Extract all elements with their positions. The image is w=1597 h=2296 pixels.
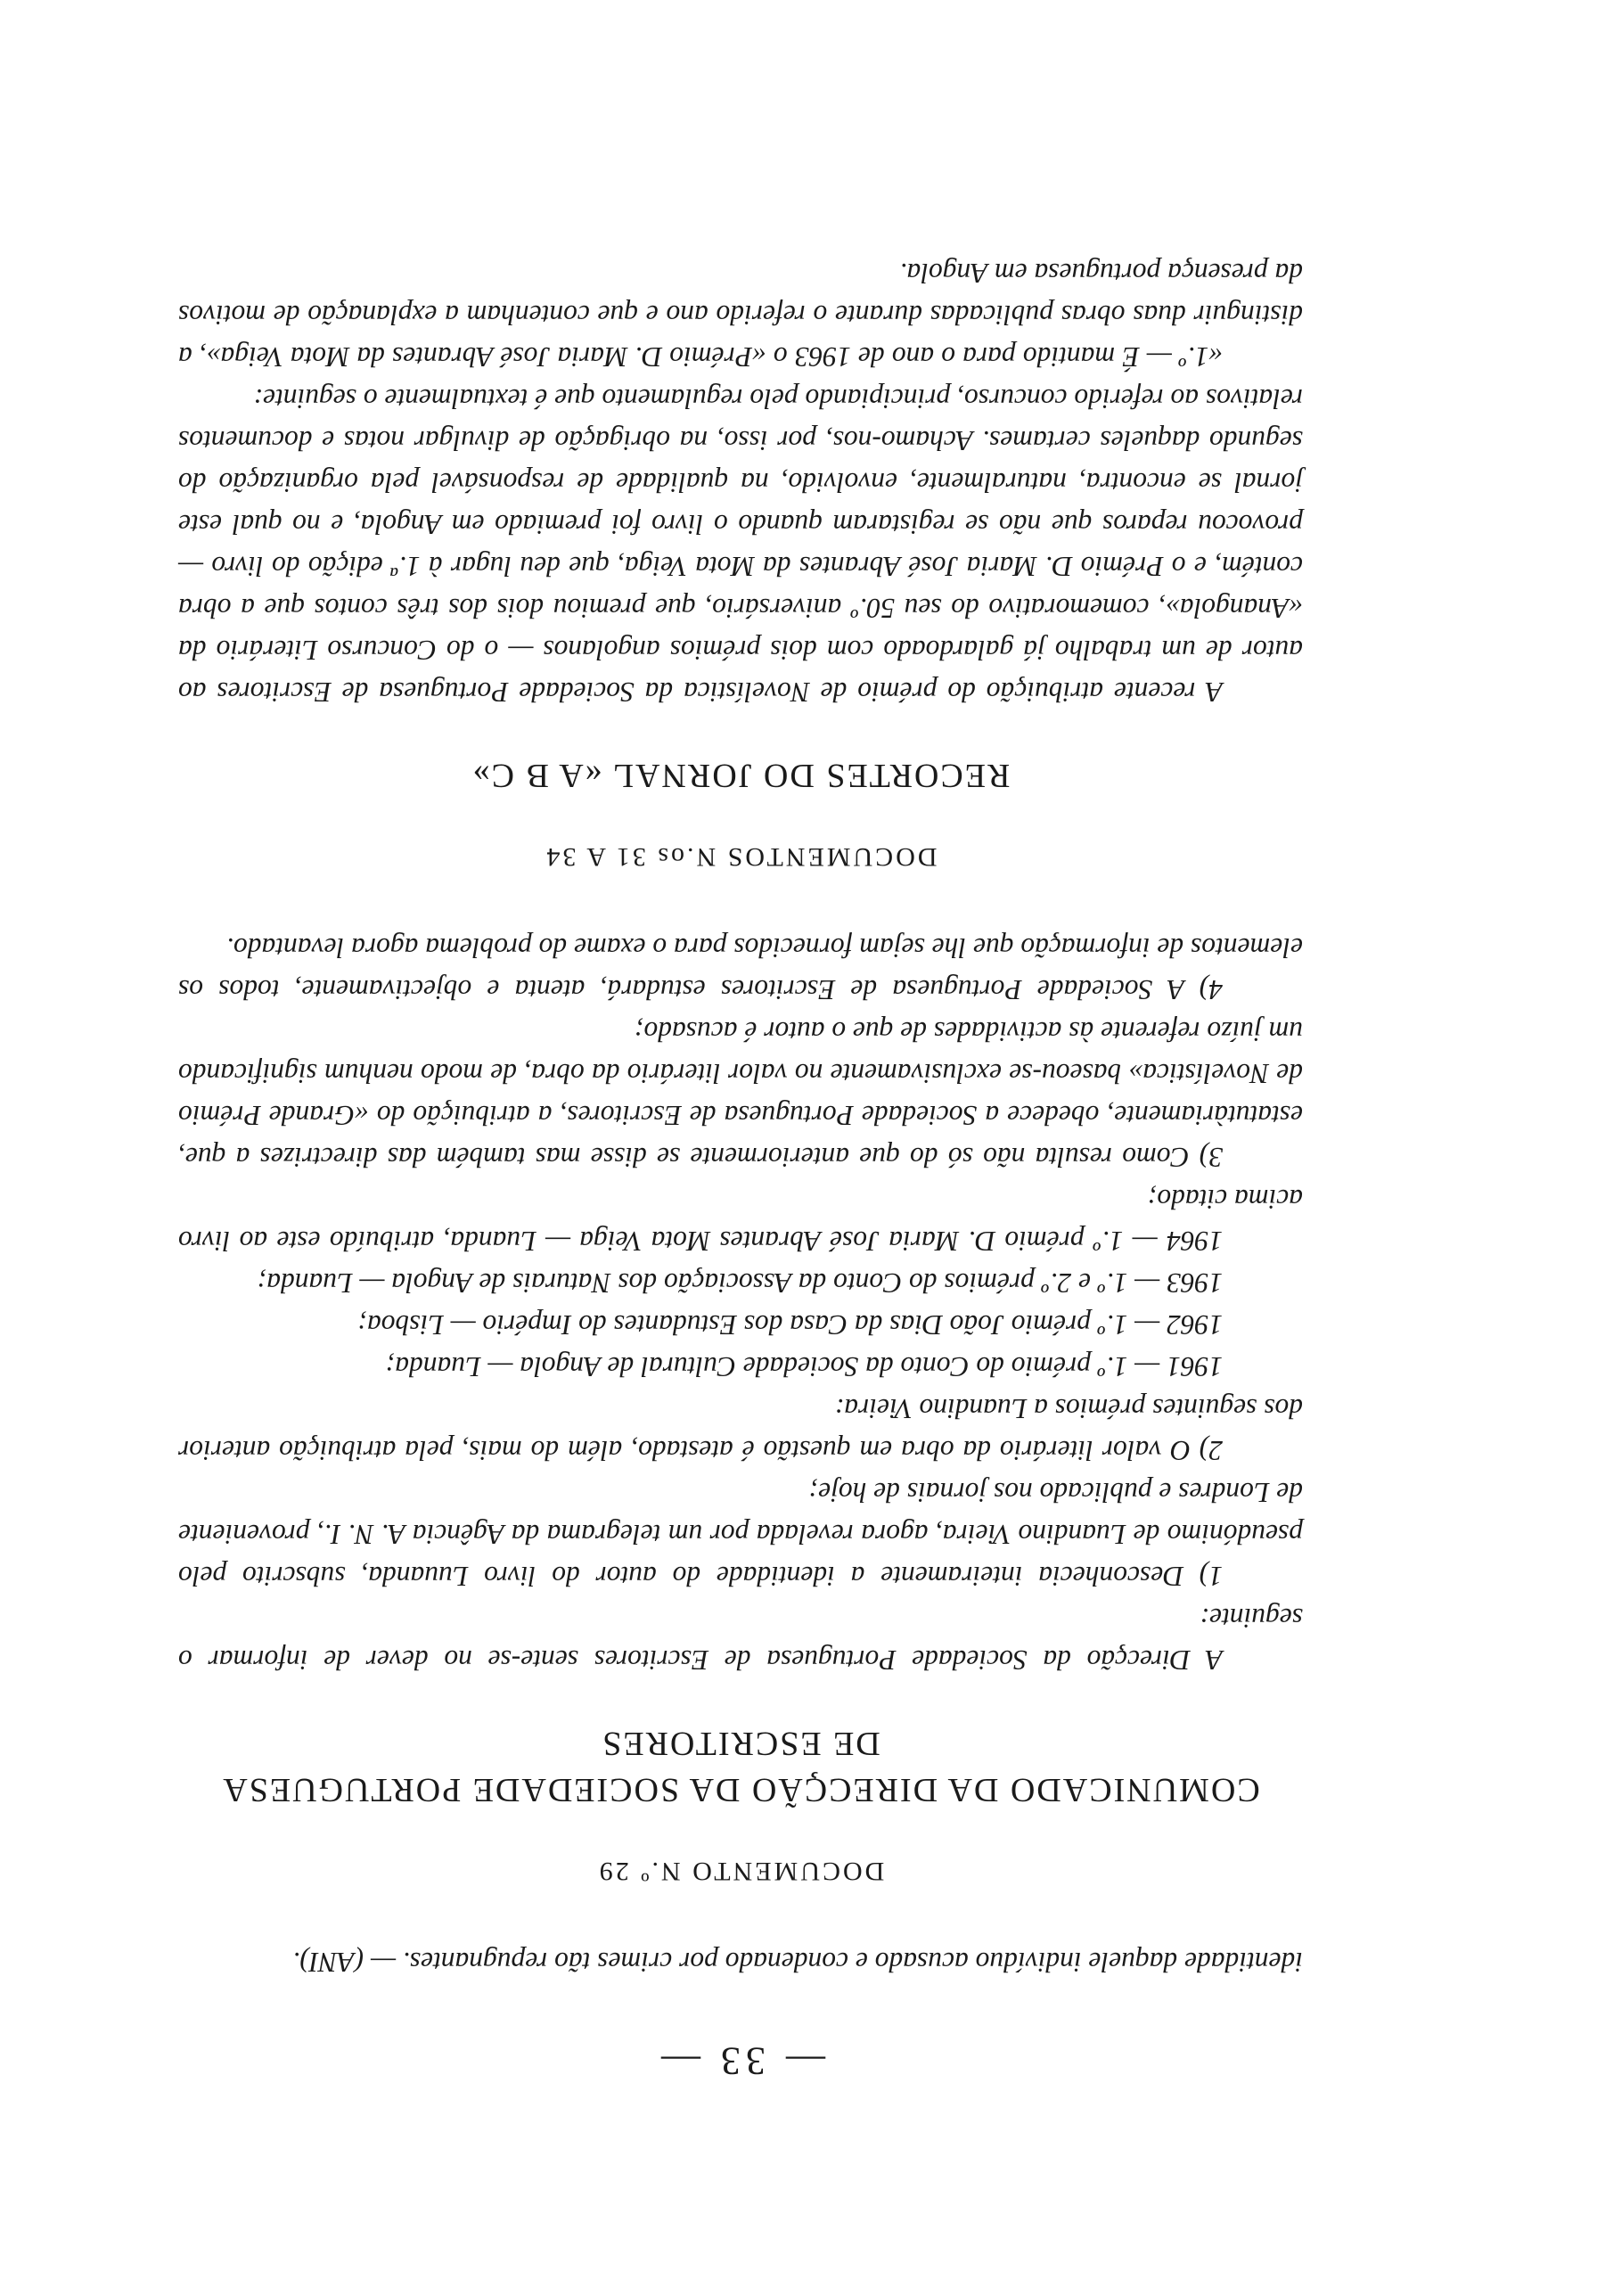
document-29-item-2: 2) O valor literário da obra em questão é atestado, além do mais, pela atribuição anterior dos seguintes prémios a Luandino Vieira: (178, 1393, 1303, 1466)
document-29-item-4: 4) A Sociedade Portuguesa de Escritores estudará, atenta e objectivamente, todos os elementos de informação que lhe sejam fornecidos para o exame do problema agora levantado. (178, 932, 1303, 1005)
document-29-title (178, 1720, 1303, 1813)
documents-31-34-paragraph-1: A recente atribuição do prémio de Novelística da Sociedade Portuguesa de Escritores ao autor de um trabalho já galardoado com dois prémios angolanos — o do Concurso Literário da «Anangola», comemorativo do seu 50.º aniversário, que premiou dois dos três contos que a obra contém, e o Prémio D. Maria José Abrantes da Mota Veiga, que deu lugar à 1.ª edição do livro — provocou reparos que não se registaram quando o livro foi premiado em Angola, e no qual este jornal se encontra, naturalmente, envolvido, na qualidade de responsável pela organização do segundo daqueles certames. Achamo-nos, por isso, na obrigação de divulgar notas e documentos relativos ao referido concurso, principiando pelo regulamento que é textualmente o seguinte: (178, 383, 1303, 708)
prize-1964: 1964 — 1.º prémio D. Maria José Abrantes Mota Veiga — Luanda, atribuído este ao livro acima citado; (178, 1184, 1303, 1257)
page-number: — 33 — (656, 2039, 825, 2083)
documents-31-34-heading: DOCUMENTOS N.os 31 A 34 (544, 842, 938, 872)
prize-1961: 1961 — 1.º prémio do Conto da Sociedade Cultural de Angola — Luanda; (385, 1351, 1223, 1382)
document-29-title-line2: DE ESCRITORES (601, 1725, 880, 1762)
documents-31-34-title: RECORTES DO JORNAL «A B C» (471, 757, 1011, 794)
document-29-intro: A Direcção da Sociedade Portuguesa de Escritores sente-se no dever de informar o seguinte: (178, 1603, 1303, 1676)
opening-fragment: identidade daquele indivíduo acusado e condenado por crimes tão repugnantes. — (ANI). (292, 1947, 1303, 1978)
document-29-item-1: 1) Desconhecia inteiramente a identidade do autor do livro Luuanda, subscrito pelo pseudónimo de Luandino Vieira, agora revelada por um telegrama da Agência A. N. I., proveniente de Londres e publicado nos jornais de hoje; (178, 1477, 1303, 1592)
document-29-item-3: 3) Como resulta não só do que anteriormente se disse mas também das directrizes a que, estatutàriamente, obedece a Sociedade Portuguesa de Escritores, a atribuição do «Grande Prémio de Novelística» baseou-se exclusivamente no valor literário da obra, de modo nenhum significando um juízo referente às actividades de que o autor é acusado; (178, 1016, 1303, 1173)
prize-1963: 1963 — 1.º e 2.º prémios do Conto da Associação dos Naturais de Angola — Luanda; (257, 1267, 1223, 1299)
document-29-title-line1: COMUNICADO DA DIRECÇÃO DA SOCIEDADE PORTUGUESA (221, 1771, 1260, 1808)
prize-1962: 1962 — 1.º prémio João Dias da Casa dos Estudantes do Império — Lisboa; (357, 1309, 1223, 1341)
document-29-heading: DOCUMENTO N.º 29 (596, 1857, 885, 1886)
documents-31-34-paragraph-2: «1.º — É mantido para o ano de 1963 o «Prémio D. Maria José Abrantes da Mota Veiga», a distinguir duas obras publicadas durante o referido ano e que contenham a explanação de motivos da presença portuguesa em Angola. (178, 258, 1303, 373)
